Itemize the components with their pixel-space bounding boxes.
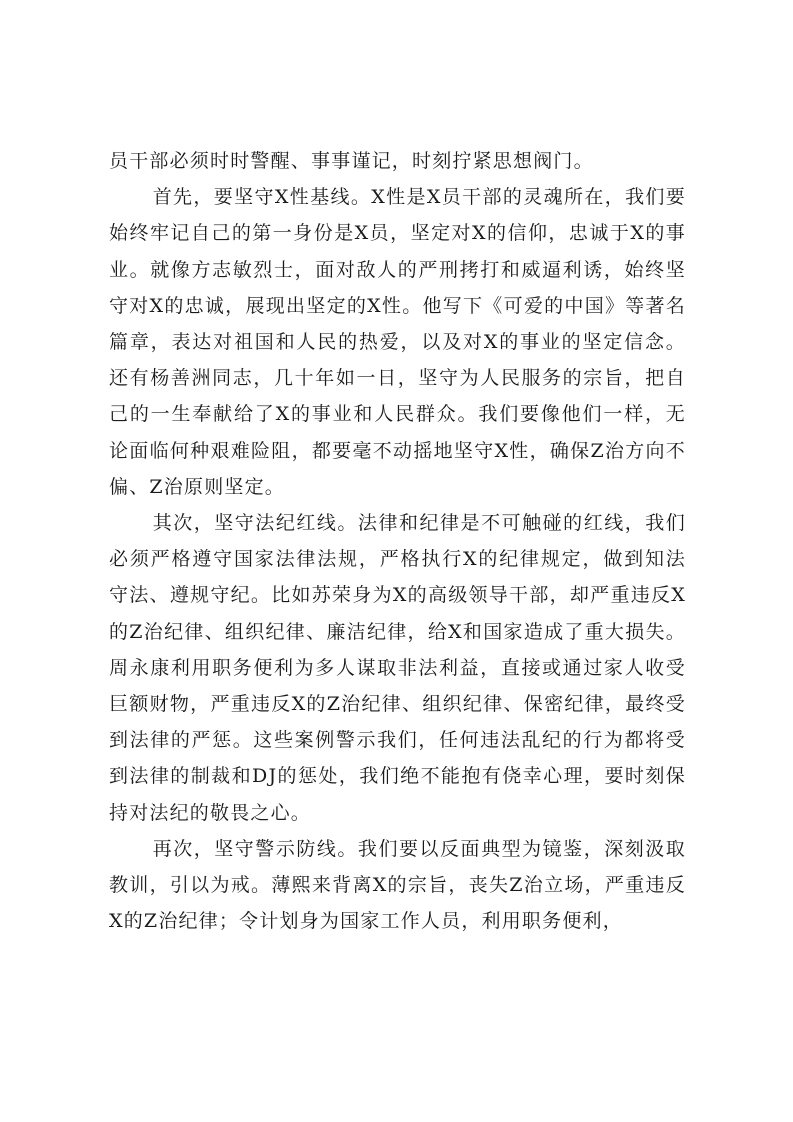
paragraph-party-spirit: 首先，要坚守X性基线。X性是X员干部的灵魂所在，我们要始终牢记自己的第一身份是X员，坚定对X的信仰，忠诚于X的事业。就像方志敏烈士，面对敌人的严刑拷打和威逼利诱，始终坚守对X的忠诚，展现出坚定的X性。他写下《可爱的中国》等著名篇章，表达对祖国和人民的热爱，以及对X的事业的坚定信念。还有杨善洲同志，几十年如一日，坚守为人民服务的宗旨，把自己的一生奉献给了X的事业和人民群众。我们要像他们一样，无论面临何种艰难险阻，都要毫不动摇地坚守X性，确保Z治方向不偏、Z治原则坚定。	[109, 186, 686, 498]
document-body	[109, 143, 686, 939]
paragraph-law-discipline: 其次，坚守法纪红线。法律和纪律是不可触碰的红线，我们必须严格遵守国家法律法规，严格执行X的纪律规定，做到知法守法、遵规守纪。比如苏荣身为X的高级领导干部，却严重违反X的Z治纪律、组织纪律、廉洁纪律，给X和国家造成了重大损失。周永康利用职务便利为多人谋取非法利益，直接或通过家人收受巨额财物，严重违反X的Z治纪律、组织纪律、保密纪律，最终受到法律的严惩。这些案例警示我们，任何违法乱纪的行为都将受到法律的制裁和DJ的惩处，我们绝不能抱有侥幸心理，要时刻保持对法纪的敬畏之心。	[109, 512, 686, 824]
paragraph-continuation: 员干部必须时时警醒、事事谨记，时刻拧紧思想阀门。	[109, 150, 594, 172]
paragraph-warning: 再次，坚守警示防线。我们要以反面典型为镜鉴，深刻汲取教训，引以为戒。薄熙来背离X的宗旨，丧失Z治立场，严重违反X的Z治纪律；令计划身为国家工作人员，利用职务便利，	[109, 837, 686, 933]
